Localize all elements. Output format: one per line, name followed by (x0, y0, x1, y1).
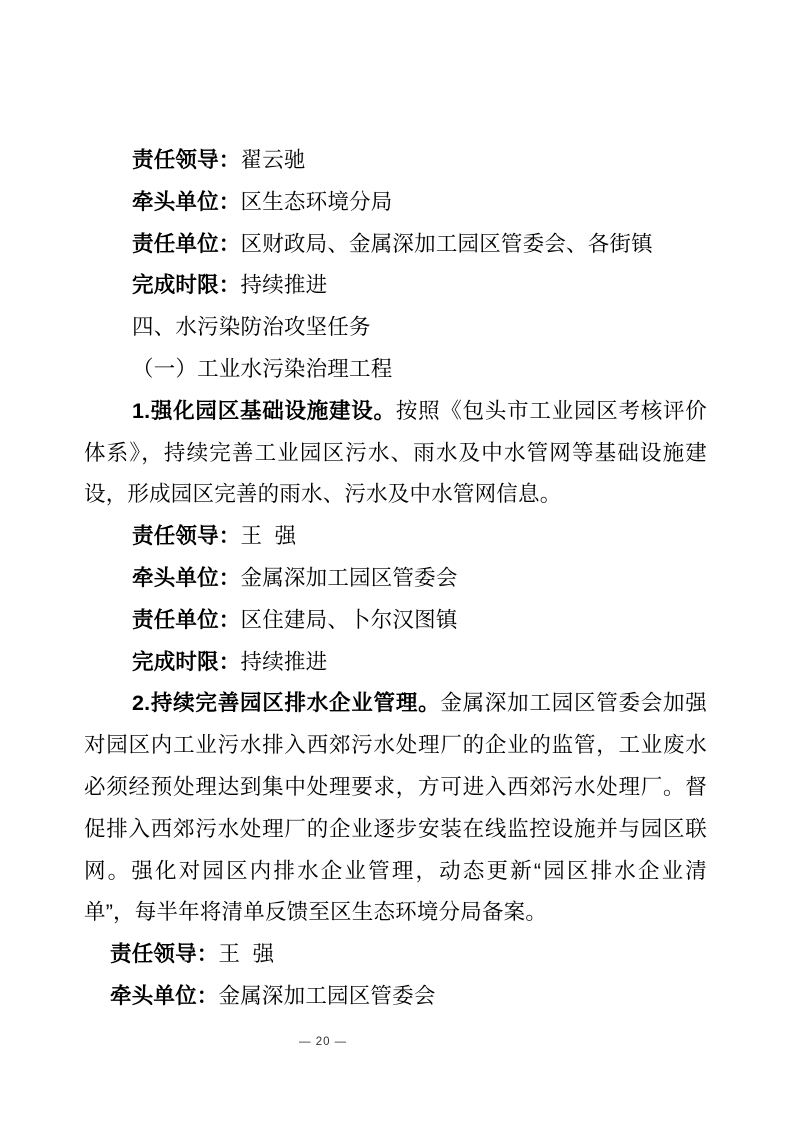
text-line (84, 265, 707, 307)
label-text: 责任单位： (132, 607, 241, 632)
body-text: （一）工业水污染治理工程 (132, 356, 393, 381)
text-line (84, 349, 707, 391)
label-text: 牵头单位： (110, 983, 219, 1008)
text-line (84, 558, 707, 600)
body-text: 王 强 (218, 942, 275, 967)
text-line (84, 934, 707, 976)
label-text: 责任领导： (132, 148, 241, 172)
body-text: 持续推进 (240, 273, 328, 298)
text-line (84, 474, 707, 516)
label-text: 完成时限： (132, 649, 241, 674)
text-line (84, 767, 707, 809)
body-text: 翟云驰 (240, 148, 306, 172)
document-body (84, 140, 707, 1018)
body-text: 设，形成园区完善的雨水、污水及中水管网信息。 (84, 482, 562, 507)
label-text: 1.强化园区基础设施建设。 (132, 398, 396, 423)
body-text: 四、水污染防治攻坚任务 (132, 315, 371, 340)
text-line (84, 642, 707, 684)
text-line (84, 433, 707, 475)
body-text: 单”，每半年将清单反馈至区生态环境分局备案。 (84, 900, 548, 925)
body-text: 王 强 (240, 524, 297, 549)
text-line (84, 391, 707, 433)
body-text: 促排入西郊污水处理厂的企业逐步安装在线监控设施并与园区联 (84, 816, 707, 841)
label-text: 责任领导： (110, 942, 219, 967)
text-line (84, 809, 707, 851)
body-text: 必须经预处理达到集中处理要求，方可进入西郊污水处理厂。督 (84, 774, 707, 799)
body-text: 网。强化对园区内排水企业管理，动态更新“园区排水企业清 (84, 858, 707, 883)
text-line (84, 140, 707, 182)
label-text: 完成时限： (132, 273, 241, 298)
text-line (84, 725, 707, 767)
text-line (84, 851, 707, 893)
label-text: 牵头单位： (132, 565, 241, 590)
text-line (84, 976, 707, 1018)
body-text: 区生态环境分局 (240, 189, 393, 214)
text-line (84, 307, 707, 349)
label-text: 牵头单位： (132, 189, 241, 214)
text-line (84, 892, 707, 934)
body-text: 按照《包头市工业园区考核评价 (395, 398, 707, 423)
body-text: 对园区内工业污水排入西郊污水处理厂的企业的监管，工业废水 (84, 733, 707, 758)
body-text: 金属深加工园区管委会 (218, 983, 436, 1008)
label-text: 2.持续完善园区排水企业管理。 (132, 691, 441, 716)
body-text: 金属深加工园区管委会加强 (440, 691, 707, 716)
text-line (84, 683, 707, 725)
text-line (84, 600, 707, 642)
label-text: 责任领导： (132, 524, 241, 549)
body-text: 体系》，持续完善工业园区污水、雨水及中水管网等基础设施建 (84, 440, 707, 465)
page-number: — 20 — (299, 1036, 348, 1048)
text-line (84, 224, 707, 266)
body-text: 区财政局、金属深加工园区管委会、各街镇 (240, 231, 653, 256)
label-text: 责任单位： (132, 231, 241, 256)
body-text: 持续推进 (240, 649, 328, 674)
text-line (84, 516, 707, 558)
body-text: 金属深加工园区管委会 (240, 565, 458, 590)
text-line (84, 182, 707, 224)
body-text: 区住建局、卜尔汉图镇 (240, 607, 458, 632)
